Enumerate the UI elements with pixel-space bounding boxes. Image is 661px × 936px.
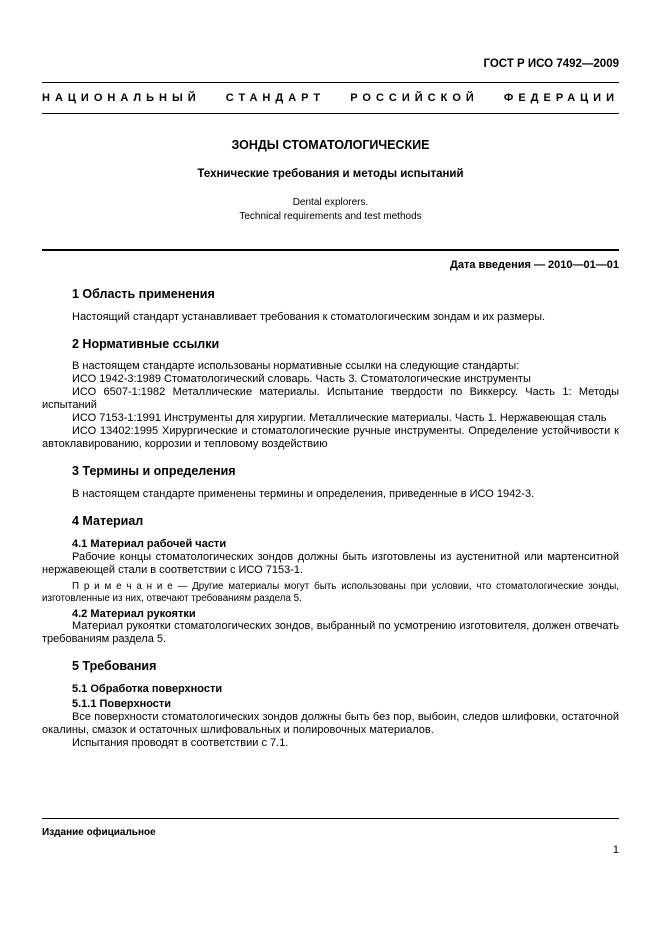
effective-date: Дата введения — 2010—01—01 xyxy=(450,259,619,271)
page-number: 1 xyxy=(612,844,619,856)
paragraph: ИСО 6507-1:1982 Металлические материалы. Испытание твердости по Виккерсу. Часть 1: Методы испытаний xyxy=(42,386,619,412)
national-standard-banner: НАЦИОНАЛЬНЫЙ СТАНДАРТ РОССИЙСКОЙ ФЕДЕРАЦИИ xyxy=(42,92,619,104)
document-subtitle-en: Technical requirements and test methods xyxy=(239,210,422,222)
note-paragraph: П р и м е ч а н и е — Другие материалы могут быть использованы при условии, что стоматологические зонды, изготовленные из них, отвечают требованиям раздела 5. xyxy=(42,580,619,604)
title-separator-rule xyxy=(42,249,619,251)
section-heading: 5 Требования xyxy=(72,659,157,674)
header-rule-top xyxy=(42,82,619,83)
document-subtitle-ru: Технические требования и методы испытаний xyxy=(197,168,464,180)
document-title-ru: ЗОНДЫ СТОМАТОЛОГИЧЕСКИЕ xyxy=(231,138,430,152)
paragraph: ИСО 13402:1995 Хирургические и стоматологические ручные инструменты. Определение устойчивости к автоклавированию, коррозии и тепловому воздействию xyxy=(42,425,619,451)
section-heading: 1 Область применения xyxy=(72,287,215,301)
document-title-en: Dental explorers. xyxy=(292,197,369,208)
edition-label: Издание официальное xyxy=(42,827,156,838)
document-title-en-block xyxy=(42,196,619,223)
subsection-heading: 5.1.1 Поверхности xyxy=(72,698,172,711)
paragraph: Настоящий стандарт устанавливает требования к стоматологическим зондам и их размеры. xyxy=(72,310,546,323)
paragraph: Рабочие концы стоматологических зондов должны быть изготовлены из аустенитной или мартенситной нержавеющей стали в соответствии с ИСО 7153-1. xyxy=(42,550,619,576)
footer xyxy=(42,818,619,856)
header-rule-bottom xyxy=(42,113,619,114)
document-body xyxy=(42,287,619,750)
paragraph: В настоящем стандарте использованы нормативные ссылки на следующие стандарты: xyxy=(72,360,520,373)
paragraph: Испытания проводят в соответствии с 7.1. xyxy=(72,737,289,750)
paragraph: Все поверхности стоматологических зондов должны быть без пор, выбоин, следов шлифовки, остаточной окалины, смазок и остаточных шлифовальных и полировочных материалов. xyxy=(42,711,619,737)
paragraph: В настоящем стандарте применены термины и определения, приведенные в ИСО 1942-3. xyxy=(72,488,535,500)
section-heading: 2 Нормативные ссылки xyxy=(72,336,220,351)
subsection-heading: 5.1 Обработка поверхности xyxy=(72,683,223,696)
subsection-heading: 4.1 Материал рабочей части xyxy=(72,537,227,550)
paragraph: ИСО 7153-1:1991 Инструменты для хирургии. Металлические материалы. Часть 1. Нержавеющая сталь xyxy=(72,412,607,425)
section-heading: 3 Термины и определения xyxy=(72,464,236,479)
paragraph: Материал рукоятки стоматологических зондов, выбранный по усмотрению изготовителя, должен отвечать требованиям раздела 5. xyxy=(42,620,619,646)
document-number: ГОСТ Р ИСО 7492—2009 xyxy=(483,58,619,70)
paragraph: ИСО 1942-3:1989 Стоматологический словарь. Часть 3. Стоматологические инструменты xyxy=(72,373,531,386)
section-heading: 4 Материал xyxy=(72,513,144,528)
subsection-heading: 4.2 Материал рукоятки xyxy=(72,607,196,620)
